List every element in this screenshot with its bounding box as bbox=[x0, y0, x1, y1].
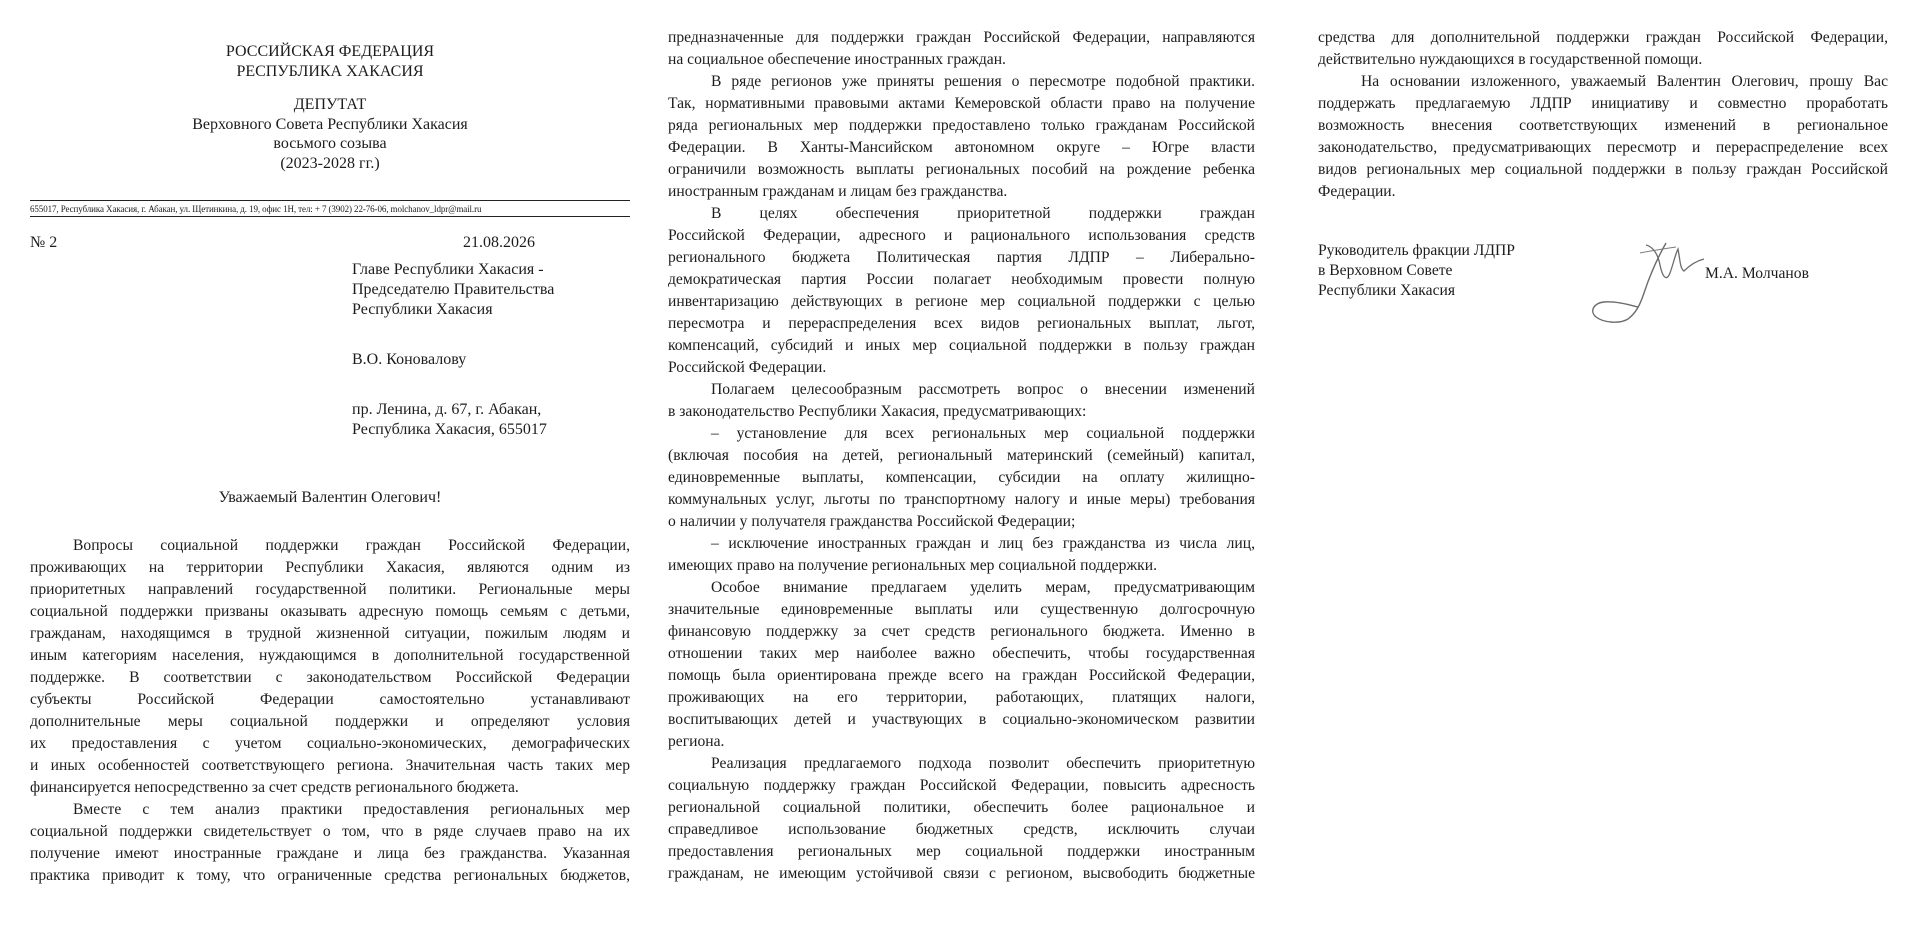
recipient-name: В.О. Коновалову bbox=[352, 351, 467, 368]
header-rule-bottom bbox=[30, 216, 630, 217]
body-line: ряда региональных мер поддержки предоставлено только гражданам Российской bbox=[668, 117, 1255, 134]
header-years: (2023-2028 гг.) bbox=[280, 154, 380, 172]
body-line: справедливое использование бюджетных средств, исключить случаи bbox=[668, 821, 1255, 838]
body-line: проживающих на территории Республики Хакасия, являются одним из bbox=[30, 559, 630, 576]
body-line: компенсаций, субсидий и иных мер социальной поддержки в пользу граждан bbox=[668, 337, 1255, 354]
body-line: Так, нормативными правовыми актами Кемеровской области право на получение bbox=[668, 95, 1255, 112]
body-line: социальной поддержки призваны оказывать адресную помощь семьям с детьми, bbox=[30, 603, 630, 620]
letter-column-3 bbox=[1318, 27, 1888, 299]
body-line: возможность внесения соответствующих изменений в региональное bbox=[1318, 117, 1888, 134]
body-line: видов региональных мер социальной поддержки в пользу граждан Российской bbox=[1318, 161, 1888, 178]
body-line: значительные единовременные выплаты или существенную долгосрочную bbox=[668, 601, 1255, 618]
body-line: субъекты Российской Федерации самостоятельно устанавливают bbox=[30, 691, 630, 708]
body-line: на социальное обеспечение иностранных граждан. bbox=[668, 51, 1006, 68]
signature-position-line-2: в Верховном Совете bbox=[1318, 262, 1453, 279]
body-line: В ряде регионов уже приняты решения о пересмотре подобной практики. bbox=[711, 73, 1255, 90]
body-line: законодательство, предусматривающих пересмотр и перераспределение всех bbox=[1318, 139, 1888, 156]
body-line: средства для дополнительной поддержки граждан Российской Федерации, bbox=[1318, 29, 1888, 46]
signature-position-line-3: Республики Хакасия bbox=[1318, 282, 1456, 299]
body-line: Российской Федерации. bbox=[668, 359, 827, 376]
body-line: ограничили возможность выплаты региональных пособий на рождение ребенка bbox=[668, 161, 1255, 178]
recipient-line-1: Главе Республики Хакасия - bbox=[352, 261, 544, 278]
body-line: гражданам, не имеющим устойчивой связи с регионом, высвободить бюджетные bbox=[668, 865, 1255, 882]
header-address: 655017, Республика Хакасия, г. Абакан, ул. Щетинкина, д. 19, офис 1Н, тел: + 7 (3902) 22-76-06, molchanov_ldpr@mail.ru bbox=[30, 204, 482, 214]
body-line: предназначенные для поддержки граждан Российской Федерации, направляются bbox=[668, 29, 1255, 46]
body-line: Вместе с тем анализ практики предоставления региональных мер bbox=[73, 801, 630, 818]
body-line: регионального бюджета Политическая партия ЛДПР – Либерально- bbox=[668, 249, 1255, 266]
body-line: воспитывающих детей и участвующих в социально-экономическом развитии bbox=[668, 711, 1255, 728]
body-line: иным категориям населения, нуждающимся в дополнительной государственной bbox=[30, 647, 630, 664]
header-council: Верховного Совета Республики Хакасия bbox=[192, 115, 468, 133]
body-line: приоритетных направлений государственной политики. Региональные меры bbox=[30, 581, 630, 598]
body-line: финансируется непосредственно за счет средств регионального бюджета. bbox=[30, 779, 519, 796]
body-line: Российской Федерации, адресного и рационального использования средств bbox=[668, 227, 1255, 244]
letter-date: 21.08.2026 bbox=[463, 234, 535, 251]
body-line: Полагаем целесообразным рассмотреть вопрос о внесении изменений bbox=[711, 381, 1255, 398]
body-line: единовременные выплаты, компенсации, субсидии на оплату жилищно- bbox=[668, 469, 1255, 486]
body-line: действительно нуждающихся в государственной помощи. bbox=[1318, 51, 1703, 68]
body-line: Особое внимание предлагаем уделить мерам, предусматривающим bbox=[711, 579, 1255, 596]
letterhead bbox=[30, 42, 630, 173]
body-line: о наличии у получателя гражданства Российской Федерации; bbox=[668, 513, 1076, 530]
body-text-column-1 bbox=[30, 535, 630, 887]
body-line: практика приводит к тому, что ограниченные средства региональных бюджетов, bbox=[30, 867, 630, 884]
body-line: В целях обеспечения приоритетной поддержки граждан bbox=[711, 205, 1255, 222]
signature-position bbox=[1318, 241, 1515, 301]
body-line: гражданам, находящимся в трудной жизненной ситуации, пожилым людям и bbox=[30, 625, 630, 642]
letter-column-2 bbox=[668, 27, 1255, 885]
body-line: имеющих право на получение региональных мер социальной поддержки. bbox=[668, 557, 1157, 574]
body-line: иностранным гражданам и лицам без гражданства. bbox=[668, 183, 1008, 200]
header-country: РОССИЙСКАЯ ФЕДЕРАЦИЯ bbox=[225, 43, 435, 60]
body-line: региона. bbox=[668, 733, 725, 750]
header-rule-top bbox=[30, 200, 630, 201]
body-line: и иных особенностей соответствующего региона. Значительная часть таких мер bbox=[30, 757, 630, 774]
body-line: отношении таких мер наиболее важно обеспечить, чтобы государственная bbox=[668, 645, 1255, 662]
body-line: проживающих на его территории, работающих, платящих налоги, bbox=[668, 689, 1255, 706]
body-line: Федерации. В Ханты-Мансийском автономном округе – Югре власти bbox=[668, 139, 1255, 156]
recipient-address-2: Республика Хакасия, 655017 bbox=[352, 421, 547, 438]
body-line: демократическая партия России полагает необходимым провести полную bbox=[668, 271, 1255, 288]
header-convocation: восьмого созыва bbox=[273, 135, 387, 152]
handwritten-signature bbox=[1580, 235, 1710, 325]
body-line: пересмотра и перераспределения всех видов региональных выплат, льгот, bbox=[668, 315, 1255, 332]
body-line: (включая пособия на детей, региональный материнский (семейный) капитал, bbox=[668, 447, 1255, 464]
signature-position-line-1: Руководитель фракции ЛДПР bbox=[1318, 242, 1515, 259]
body-line: получение имеют иностранные граждане и лица без гражданства. Указанная bbox=[30, 845, 630, 862]
greeting: Уважаемый Валентин Олегович! bbox=[218, 489, 442, 506]
body-line: Вопросы социальной поддержки граждан Российской Федерации, bbox=[73, 537, 630, 554]
body-line: Федерации. bbox=[1318, 183, 1396, 200]
body-line: На основании изложенного, уважаемый Валентин Олегович, прошу Вас bbox=[1361, 73, 1888, 90]
body-line: их предоставления с учетом социально-экономических, демографических bbox=[30, 735, 630, 752]
body-line: предоставления региональных мер социальной поддержки иностранным bbox=[668, 843, 1255, 860]
signatory-name: М.А. Молчанов bbox=[1705, 265, 1809, 282]
body-line: поддержать предлагаемую ЛДПР инициативу и совместно проработать bbox=[1318, 95, 1888, 112]
body-line: дополнительные меры социальной поддержки и определяют условия bbox=[30, 713, 630, 730]
body-line: коммунальных услуг, льготы по транспортному налогу и иные меры) требования bbox=[668, 491, 1255, 508]
letter-number: № 2 bbox=[30, 234, 58, 251]
body-line: в законодательство Республики Хакасия, предусматривающих: bbox=[668, 403, 1087, 420]
header-title: ДЕПУТАТ bbox=[293, 96, 367, 113]
body-line: инвентаризацию действующих в регионе мер социальной поддержки с целью bbox=[668, 293, 1255, 310]
body-line: финансовую поддержку за счет средств регионального бюджета. Именно в bbox=[668, 623, 1255, 640]
body-line: социальную поддержку граждан Российской Федерации, повысить адресность bbox=[668, 777, 1255, 794]
recipient-line-2: Председателю Правительства bbox=[352, 281, 555, 298]
body-line: региональной социальной политики, обеспечить более рациональное и bbox=[668, 799, 1255, 816]
body-line: помощь была ориентирована прежде всего на граждан Российской Федерации, bbox=[668, 667, 1255, 684]
body-line: Реализация предлагаемого подхода позволит обеспечить приоритетную bbox=[711, 755, 1255, 772]
body-line: – исключение иностранных граждан и лиц без гражданства из числа лиц, bbox=[711, 535, 1255, 552]
body-line: социальной поддержки свидетельствует о том, что в ряде случаев право на их bbox=[30, 823, 630, 840]
body-line: – установление для всех региональных мер социальной поддержки bbox=[711, 425, 1255, 442]
recipient-line-3: Республики Хакасия bbox=[352, 301, 493, 318]
body-line: поддержке. В соответствии с законодательством Российской Федерации bbox=[30, 669, 630, 686]
header-republic: РЕСПУБЛИКА ХАКАСИЯ bbox=[236, 62, 424, 80]
recipient-address-1: пр. Ленина, д. 67, г. Абакан, bbox=[352, 401, 542, 418]
